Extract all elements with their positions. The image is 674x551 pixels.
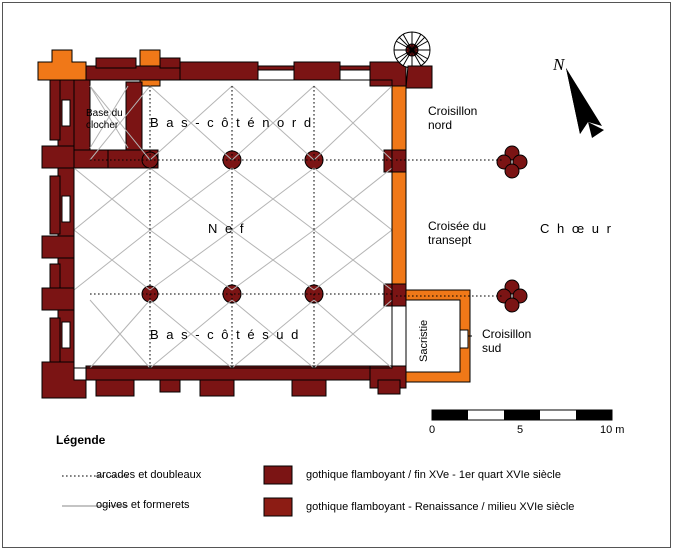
label-bas-cote-sud: B a s - c ô t é s u d [150, 327, 301, 342]
legend-title: Légende [56, 433, 106, 447]
label-croisillon-sud [482, 327, 531, 355]
label-base-du-clocher [86, 108, 123, 132]
label-sacristie: Sacristie [418, 319, 430, 362]
croisillon-nord-line2: nord [428, 118, 453, 132]
label-croisee-transept [428, 219, 486, 247]
scale-tick-5: 5 [517, 424, 524, 436]
label-bas-cote-nord: B a s - c ô t é n o r d [150, 115, 314, 130]
croisee-transept-line1: Croisée du [428, 219, 487, 233]
label-croisillon-nord [428, 104, 477, 132]
base-clocher-line2: clocher [86, 120, 119, 131]
legend-entry-renaissance-label: gothique flamboyant - Renaissance / milieu XVIe siècle [306, 501, 575, 513]
compass-rose [566, 68, 604, 138]
croisillon-sud-line2: sud [482, 341, 502, 355]
label-nef: N e f [208, 221, 246, 236]
croisillon-nord-line1: Croisillon [428, 104, 478, 118]
scale-bar [432, 410, 612, 420]
legend-entry-arcades-label: arcades et doubleaux [96, 469, 202, 481]
scale-tick-10: 10 m [600, 424, 625, 436]
legend-entry-ogives-label: ogives et formerets [96, 499, 190, 511]
scale-tick-0: 0 [429, 424, 436, 436]
base-clocher-line1: Base du [86, 108, 123, 119]
croisee-transept-line2: transept [428, 233, 472, 247]
label-choeur: C h œ u r [540, 221, 613, 236]
legend-entry-flamboyant-label: gothique flamboyant / fin XVe - 1er quart XVIe siècle [306, 469, 561, 481]
compass-north-label: N [553, 55, 565, 74]
croisillon-sud-line1: Croisillon [482, 327, 532, 341]
